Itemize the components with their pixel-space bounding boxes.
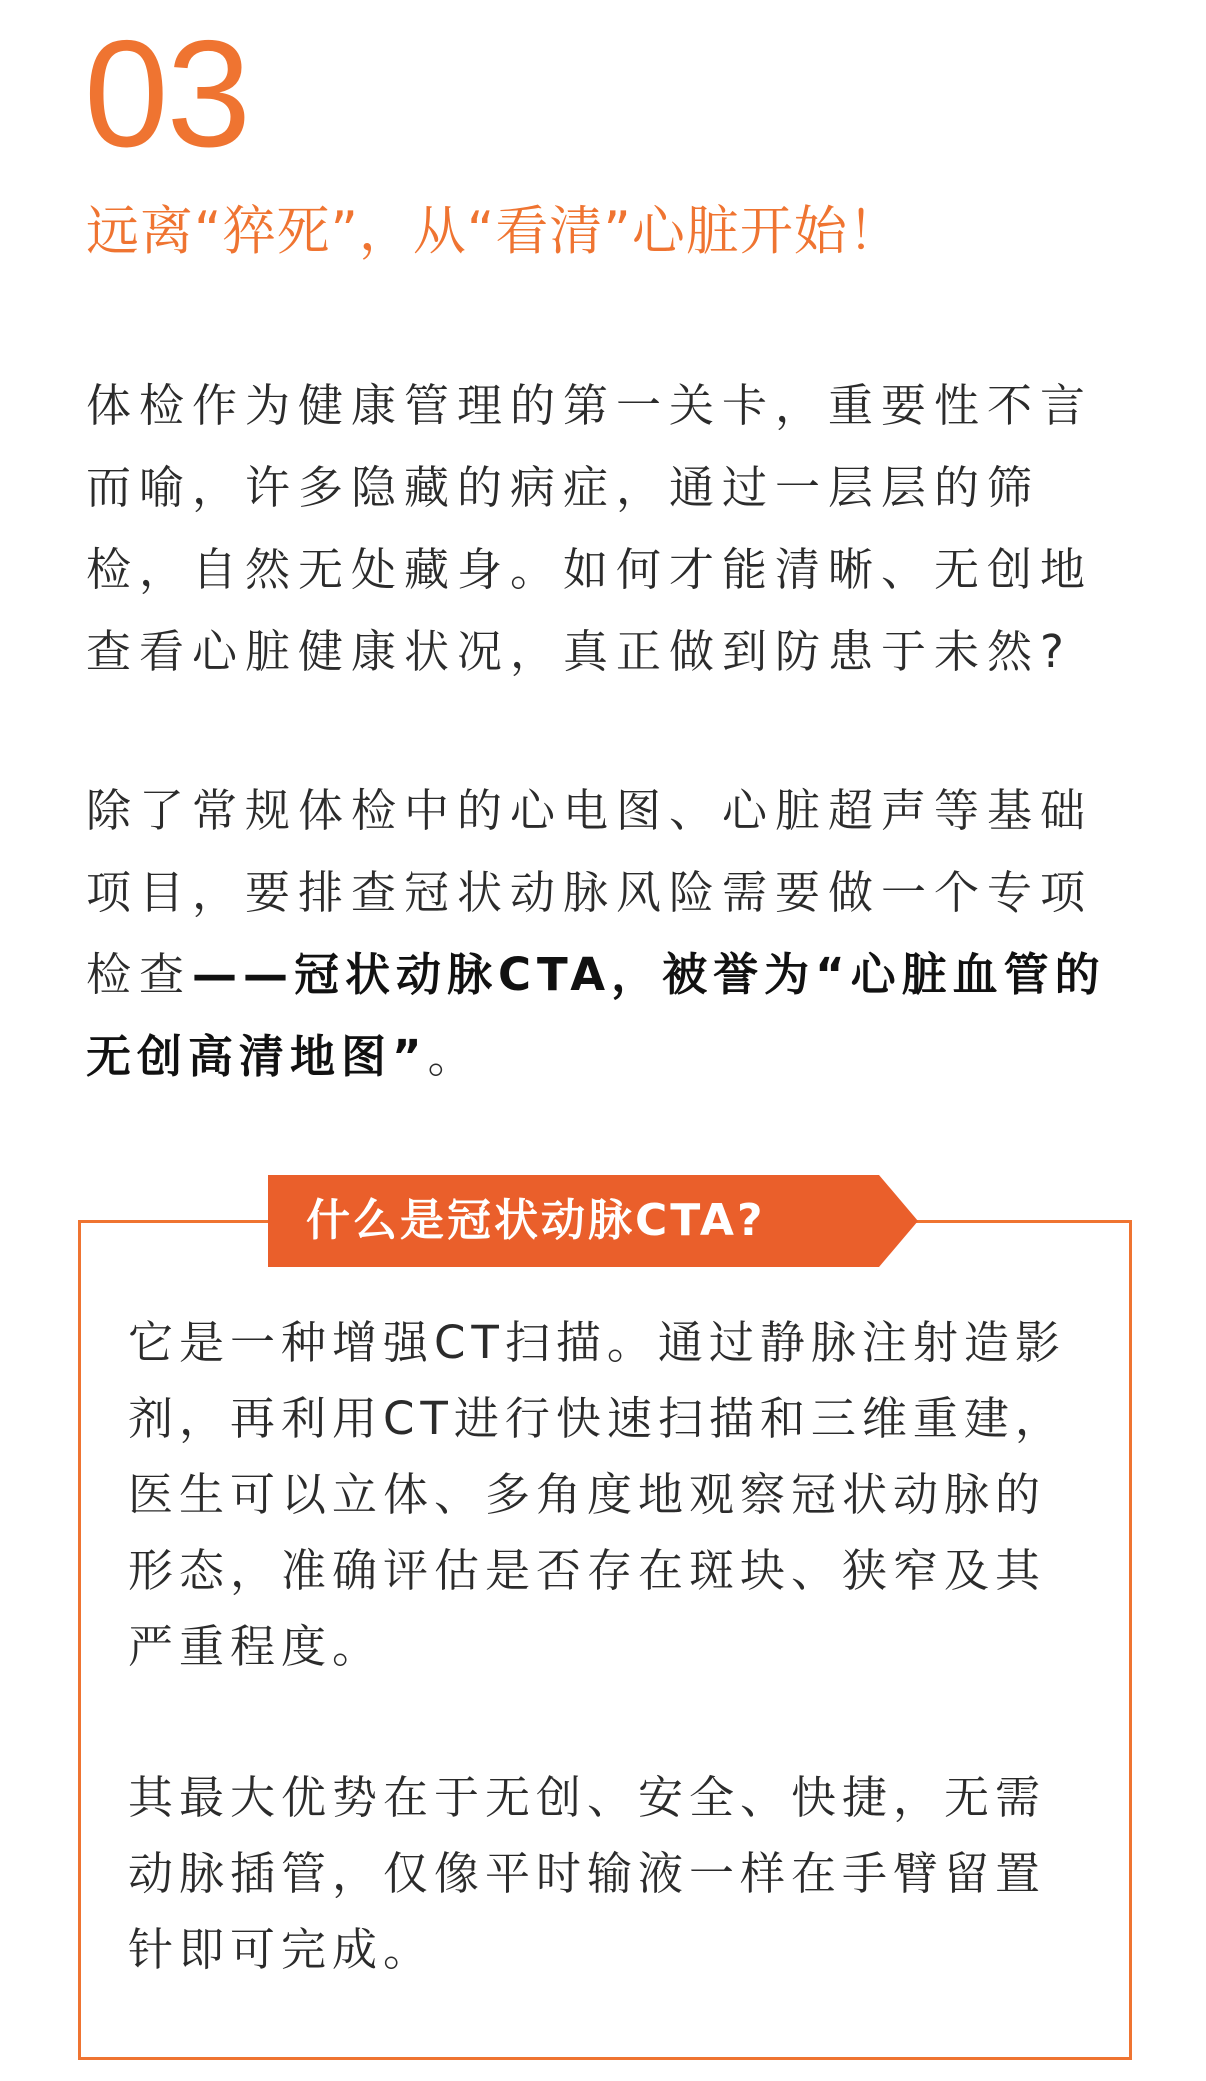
intro-paragraph-1 xyxy=(86,365,1126,693)
info-box-paragraph-1: 它是一种增强CT扫描。通过静脉注射造影剂，再利用CT进行快速扫描和三维重建，医生可以立体、多角度地观察冠状动脉的形态，准确评估是否存在斑块、狭窄及其严重程度。 xyxy=(128,1316,1066,1673)
intro-paragraph-1-text: 体检作为健康管理的第一关卡，重要性不言而喻，许多隐藏的病症，通过一层层的筛检，自然无处藏身。如何才能清晰、无创地查看心脏健康状况，真正做到防患于未然? xyxy=(86,379,1094,678)
intro-paragraph-2-plain: 除了常规体检中的心电图、心脏超声等基础项目，要排查冠状动脉风险需要做一个专项检查 xyxy=(86,784,1094,1001)
section-number: 03 xyxy=(84,9,250,179)
intro-paragraph-2-text xyxy=(86,770,1126,1098)
intro-paragraph-2-end: 。 xyxy=(427,1030,481,1083)
section-title: 远离“猝死”，从“看清”心脏开始！ xyxy=(86,201,902,262)
intro-paragraph-2-emphasis: ——冠状动脉CTA，被誉为“心脏血管的无创高清地图” xyxy=(86,948,1106,1083)
intro-paragraph-2 xyxy=(86,770,1126,1098)
info-tag-label: 什么是冠状动脉CTA? xyxy=(306,1195,766,1246)
info-box-paragraph-2: 其最大优势在于无创、安全、快捷，无需动脉插管，仅像平时输液一样在手臂留置针即可完成。 xyxy=(128,1771,1047,1976)
